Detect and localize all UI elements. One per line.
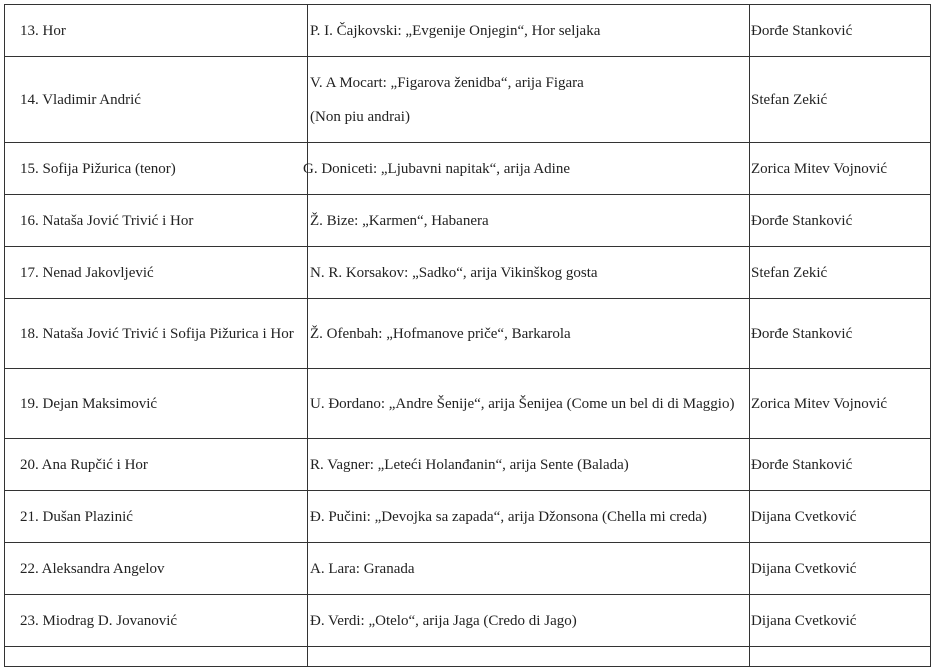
table-row	[5, 299, 931, 369]
performer-cell: 13. Hor	[5, 5, 308, 57]
coach-cell: Đorđe Stanković	[750, 299, 931, 369]
table-row	[5, 247, 931, 299]
performer-cell: 21. Dušan Plazinić	[5, 491, 308, 543]
table-row	[5, 143, 931, 195]
work-cell: U. Đordano: „Andre Šenije“, arija Šenijea (Come un bel di di Maggio)	[308, 369, 750, 439]
table-row	[5, 595, 931, 647]
empty-cell	[308, 647, 750, 667]
table-row	[5, 195, 931, 247]
table-row	[5, 5, 931, 57]
work-cell: Ž. Ofenbah: „Hofmanove priče“, Barkarola	[308, 299, 750, 369]
program-table	[4, 4, 931, 667]
table-row	[5, 543, 931, 595]
work-cell: Đ. Pučini: „Devojka sa zapada“, arija Džonsona (Chella mi creda)	[308, 491, 750, 543]
empty-cell	[750, 647, 931, 667]
table-row	[5, 491, 931, 543]
coach-cell: Stefan Zekić	[750, 247, 931, 299]
work-cell: R. Vagner: „Leteći Holanđanin“, arija Sente (Balada)	[308, 439, 750, 491]
work-cell: A. Lara: Granada	[308, 543, 750, 595]
work-cell: V. A Mocart: „Figarova ženidba“, arija Figara (Non piu andrai)	[308, 57, 750, 143]
performer-cell: 17. Nenad Jakovljević	[5, 247, 308, 299]
performer-cell: 23. Miodrag D. Jovanović	[5, 595, 308, 647]
empty-cell	[5, 647, 308, 667]
coach-cell: Đorđe Stanković	[750, 439, 931, 491]
coach-cell: Zorica Mitev Vojnović	[750, 143, 931, 195]
table-row	[5, 369, 931, 439]
coach-cell: Dijana Cvetković	[750, 543, 931, 595]
coach-cell: Stefan Zekić	[750, 57, 931, 143]
work-cell: P. I. Čajkovski: „Evgenije Onjegin“, Hor seljaka	[308, 5, 750, 57]
performer-cell: 20. Ana Rupčić i Hor	[5, 439, 308, 491]
coach-cell: Dijana Cvetković	[750, 491, 931, 543]
work-cell: Đ. Verdi: „Otelo“, arija Jaga (Credo di Jago)	[308, 595, 750, 647]
performer-cell: 22. Aleksandra Angelov	[5, 543, 308, 595]
performer-cell: 16. Nataša Jović Trivić i Hor	[5, 195, 308, 247]
performer-cell: 15. Sofija Pižurica (tenor)	[5, 143, 308, 195]
work-line-2: (Non piu andrai)	[310, 108, 410, 125]
coach-cell: Zorica Mitev Vojnović	[750, 369, 931, 439]
coach-cell: Dijana Cvetković	[750, 595, 931, 647]
performer-cell: 14. Vladimir Andrić	[5, 57, 308, 143]
work-cell: Ž. Bize: „Karmen“, Habanera	[308, 195, 750, 247]
table-row	[5, 647, 931, 667]
coach-cell: Đorđe Stanković	[750, 5, 931, 57]
work-cell: G. Doniceti: „Ljubavni napitak“, arija Adine	[308, 143, 750, 195]
table-row	[5, 439, 931, 491]
performer-cell: 19. Dejan Maksimović	[5, 369, 308, 439]
table-row	[5, 57, 931, 143]
coach-cell: Đorđe Stanković	[750, 195, 931, 247]
work-cell: N. R. Korsakov: „Sadko“, arija Vikinškog gosta	[308, 247, 750, 299]
performer-cell: 18. Nataša Jović Trivić i Sofija Pižurica i Hor	[5, 299, 308, 369]
